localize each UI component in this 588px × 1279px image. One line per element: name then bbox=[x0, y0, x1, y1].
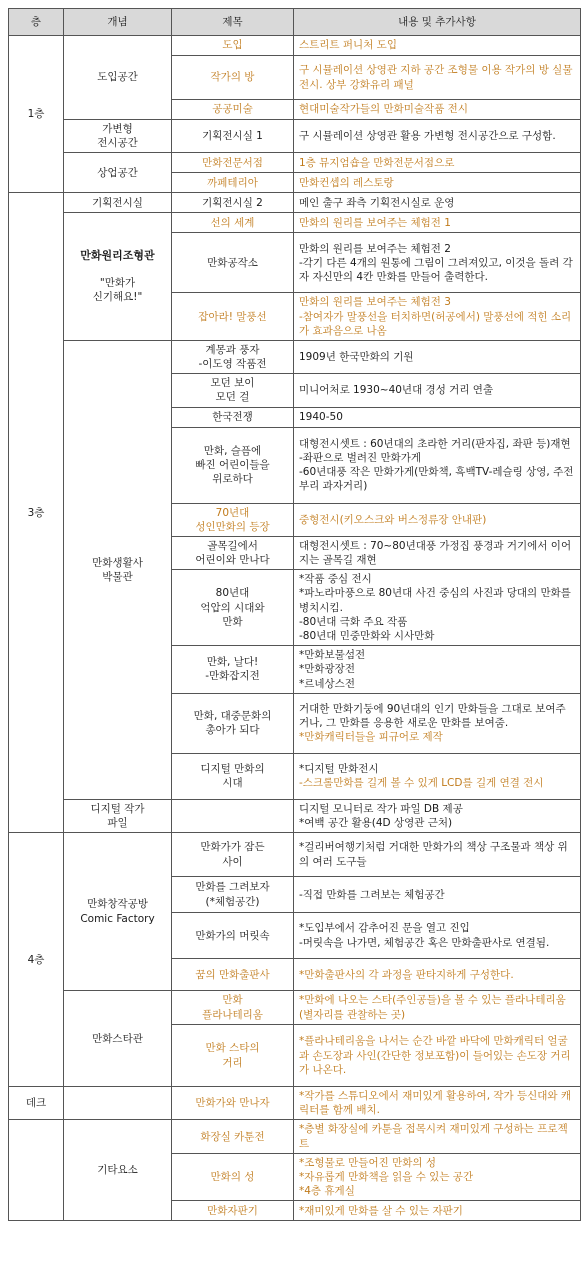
content-note: -스크롤만화를 길게 볼 수 있게 LCD를 길게 연결 전시 bbox=[299, 777, 544, 790]
title-cell bbox=[172, 374, 294, 407]
table-row bbox=[9, 799, 581, 832]
table-row bbox=[9, 1087, 581, 1120]
content-cell: *만화출판사의 각 과정을 판타지하게 구성한다. bbox=[294, 959, 581, 991]
title-cell: 도입 bbox=[172, 36, 294, 56]
table-row bbox=[9, 120, 581, 153]
table-row bbox=[9, 1120, 581, 1153]
concept-text: 디지털 작가 파일 bbox=[90, 802, 145, 829]
content-text: *작품 중심 전시 *파노라마풍으로 80년대 사건 중심의 사진과 당대의 만화를 병치시킴. -80년대 극화 주요 작품 -80년대 민중만화와 시사만화 bbox=[299, 573, 571, 642]
concept-cell bbox=[64, 833, 172, 991]
concept-cell bbox=[64, 213, 172, 341]
title-text: 만화가가 잠든 사이 bbox=[200, 841, 265, 868]
content-cell: *작가를 스튜디오에서 재미있게 활용하여, 작가 등신대와 캐릭터를 함께 배치. bbox=[294, 1087, 581, 1120]
concept-text: 만화생활사 박물관 bbox=[92, 556, 143, 583]
content-cell bbox=[294, 293, 581, 341]
title-text: 만화 스타의 거리 bbox=[205, 1042, 260, 1069]
content-cell: 구 시뮬레이션 상영관 활용 가변형 전시공간으로 구성함. bbox=[294, 120, 581, 153]
content-cell: 대형전시셋트 : 70~80년대풍 가정집 풍경과 거기에서 이어지는 골목길 재현 bbox=[294, 536, 581, 569]
content-cell: *층별 화장실에 카툰을 접목시켜 재미있게 구성하는 프로젝트 bbox=[294, 1120, 581, 1153]
title-cell bbox=[172, 1025, 294, 1087]
content-cell: *재미있게 만화를 살 수 있는 자판기 bbox=[294, 1201, 581, 1221]
header-concept: 개념 bbox=[64, 9, 172, 36]
content-cell: 만화의 원리를 보여주는 체험전 1 bbox=[294, 213, 581, 233]
floor-cell: 1층 bbox=[9, 36, 64, 193]
content-cell bbox=[294, 233, 581, 293]
content-text: 거대한 만화기둥에 90년대의 인기 만화들을 그대로 보여주거나, 그 만화를 응용한 새로운 만화를 보여줌. bbox=[299, 702, 566, 730]
content-cell bbox=[294, 799, 581, 832]
table-row bbox=[9, 991, 581, 1025]
content-text: *조형물로 만들어진 만화의 성 *자유롭게 만화책을 읽을 수 있는 공간 *4층 휴게실 bbox=[299, 1156, 474, 1198]
concept-cell bbox=[64, 1087, 172, 1120]
title-cell bbox=[172, 570, 294, 646]
content-cell: *만화에 나오는 스타(주인공들)을 볼 수 있는 플라나테리움(별자리를 관찰하는 곳) bbox=[294, 991, 581, 1025]
content-cell bbox=[294, 913, 581, 959]
floor-cell: 3층 bbox=[9, 193, 64, 833]
floor-cell bbox=[9, 1120, 64, 1221]
title-cell: 기획전시실 2 bbox=[172, 193, 294, 213]
content-cell: 메인 출구 좌측 기획전시실로 운영 bbox=[294, 193, 581, 213]
title-cell bbox=[172, 991, 294, 1025]
title-cell: 선의 세계 bbox=[172, 213, 294, 233]
content-cell bbox=[294, 1153, 581, 1201]
floor-cell: 4층 bbox=[9, 833, 64, 1087]
header-title: 제목 bbox=[172, 9, 294, 36]
content-cell: 1층 뮤지엄숍을 만화전문서점으로 bbox=[294, 153, 581, 173]
content-note: *만화캐릭터들을 피규어로 제작 bbox=[299, 731, 443, 744]
floor-cell: 데크 bbox=[9, 1087, 64, 1120]
header-row bbox=[9, 9, 581, 36]
content-cell: 현대미술작가들의 만화미술작품 전시 bbox=[294, 100, 581, 120]
table-row bbox=[9, 153, 581, 173]
concept-cell bbox=[64, 340, 172, 799]
title-cell bbox=[172, 427, 294, 503]
title-cell bbox=[172, 877, 294, 913]
title-cell: 까페테리아 bbox=[172, 173, 294, 193]
title-text: 80년대 억압의 시대와 만화 bbox=[200, 587, 265, 628]
title-cell bbox=[172, 693, 294, 753]
content-cell: 만화컨셉의 레스토랑 bbox=[294, 173, 581, 193]
title-cell: 기획전시실 1 bbox=[172, 120, 294, 153]
title-cell bbox=[172, 833, 294, 877]
title-cell: 꿈의 만화출판사 bbox=[172, 959, 294, 991]
title-text: 계몽과 풍자 -이도영 작품전 bbox=[198, 343, 267, 371]
content-cell bbox=[294, 427, 581, 503]
content-text: *디지털 만화전시 bbox=[299, 763, 379, 776]
content-text: 만화의 원리를 보여주는 체험전 3 -참여자가 말풍선을 터치하면(허공에서) 말풍선에 적힌 소리가 효과음으로 나옴 bbox=[299, 296, 572, 337]
title-cell bbox=[172, 503, 294, 536]
header-floor: 층 bbox=[9, 9, 64, 36]
content-text: 디지털 모니터로 작가 파일 DB 제공 *여백 공간 활용(4D 상영관 근처) bbox=[299, 802, 463, 829]
concept-title: 만화원리조형관 bbox=[80, 249, 155, 262]
concept-cell bbox=[64, 120, 172, 153]
title-text: 만화를 그려보자 (*체험공간) bbox=[195, 881, 270, 908]
table-row bbox=[9, 213, 581, 233]
title-text: 70년대 성인만화의 등장 bbox=[195, 506, 270, 533]
table-row bbox=[9, 193, 581, 213]
title-text: 만화, 대중문화의 총아가 되다 bbox=[193, 710, 272, 737]
title-text: 만화, 날다! -만화잡지전 bbox=[205, 656, 260, 683]
content-text: 만화의 원리를 보여주는 체험전 2 -각기 다른 4개의 원통에 그림이 그려져있고, 이것을 돌려 각자 자신만의 4칸 만화를 만들어 출력한다. bbox=[299, 242, 573, 283]
content-cell: 스트리트 퍼니처 도입 bbox=[294, 36, 581, 56]
content-cell: 중형전시(키오스크와 버스정류장 안내판) bbox=[294, 503, 581, 536]
concept-cell: 기타요소 bbox=[64, 1120, 172, 1221]
concept-text: 만화창작공방 Comic Factory bbox=[80, 898, 155, 925]
title-text: 만화, 슬픔에 빠진 어린이들을 위로하다 bbox=[195, 444, 270, 486]
content-cell: 1940-50 bbox=[294, 407, 581, 427]
concept-cell: 만화스타관 bbox=[64, 991, 172, 1087]
title-cell: 화장실 카툰전 bbox=[172, 1120, 294, 1153]
concept-subtitle: "만화가 신기해요!" bbox=[92, 276, 143, 304]
content-cell: 1909년 한국만화의 기원 bbox=[294, 340, 581, 373]
title-cell: 만화공작소 bbox=[172, 233, 294, 293]
exhibit-plan-table bbox=[8, 8, 581, 1221]
content-cell: *걸리버여행기처럼 거대한 만화가의 책상 구조물과 책상 위의 여러 도구들 bbox=[294, 833, 581, 877]
concept-cell: 상업공간 bbox=[64, 153, 172, 193]
table-row bbox=[9, 36, 581, 56]
title-cell bbox=[172, 646, 294, 694]
content-text: *도입부에서 감추어진 문을 열고 진입 -머릿속을 나가면, 체험공간 혹은 만화출판사로 연결됨. bbox=[299, 922, 550, 949]
concept-cell bbox=[64, 799, 172, 832]
content-text: 대형전시셋트 : 60년대의 초라한 거리(판자집, 좌판 등)재현 -좌판으로 벌려진 만화가게 -60년대풍 작은 만화가게(만화책, 흑백TV-레슬링 상영, 주전부리 과자거리) bbox=[299, 437, 574, 493]
title-cell: 공공미술 bbox=[172, 100, 294, 120]
title-cell: 만화전문서점 bbox=[172, 153, 294, 173]
title-cell: 한국전쟁 bbox=[172, 407, 294, 427]
title-cell: 만화가의 머릿속 bbox=[172, 913, 294, 959]
concept-cell: 도입공간 bbox=[64, 36, 172, 120]
content-cell bbox=[294, 753, 581, 799]
title-cell: 만화가와 만나자 bbox=[172, 1087, 294, 1120]
title-cell: 만화자판기 bbox=[172, 1201, 294, 1221]
title-cell bbox=[172, 536, 294, 569]
content-text: *만화보물섬전 *만화광장전 *르네상스전 bbox=[299, 649, 366, 690]
title-cell: 만화의 성 bbox=[172, 1153, 294, 1201]
content-cell bbox=[294, 646, 581, 694]
title-cell bbox=[172, 340, 294, 373]
title-text: 모던 보이 모던 걸 bbox=[210, 377, 255, 404]
content-cell bbox=[294, 570, 581, 646]
title-text: 골목길에서 어린이와 만나다 bbox=[195, 539, 270, 567]
title-cell: 작가의 방 bbox=[172, 56, 294, 100]
title-cell bbox=[172, 799, 294, 832]
content-cell: 구 시뮬레이션 상영관 지하 공간 조형물 이용 작가의 방 실물 전시. 상부 강화유리 패널 bbox=[294, 56, 581, 100]
title-cell: 잡아라! 말풍선 bbox=[172, 293, 294, 341]
content-cell: 미니어처로 1930~40년대 경성 거리 연출 bbox=[294, 374, 581, 407]
content-cell bbox=[294, 693, 581, 753]
header-content: 내용 및 추가사항 bbox=[294, 9, 581, 36]
content-cell: -직접 만화를 그려보는 체험공간 bbox=[294, 877, 581, 913]
title-text: 디지털 만화의 시대 bbox=[200, 763, 265, 790]
concept-text: 가변형 전시공간 bbox=[97, 123, 138, 150]
table-row bbox=[9, 833, 581, 877]
title-text: 만화 플라나테리움 bbox=[202, 994, 263, 1021]
table-row bbox=[9, 340, 581, 373]
concept-cell: 기획전시실 bbox=[64, 193, 172, 213]
content-cell: *플라나테리움을 나서는 순간 바깥 바닥에 만화캐릭터 얼굴과 손도장과 사인(간단한 정보포함)이 들어있는 손도장 거리가 나온다. bbox=[294, 1025, 581, 1087]
title-cell bbox=[172, 753, 294, 799]
